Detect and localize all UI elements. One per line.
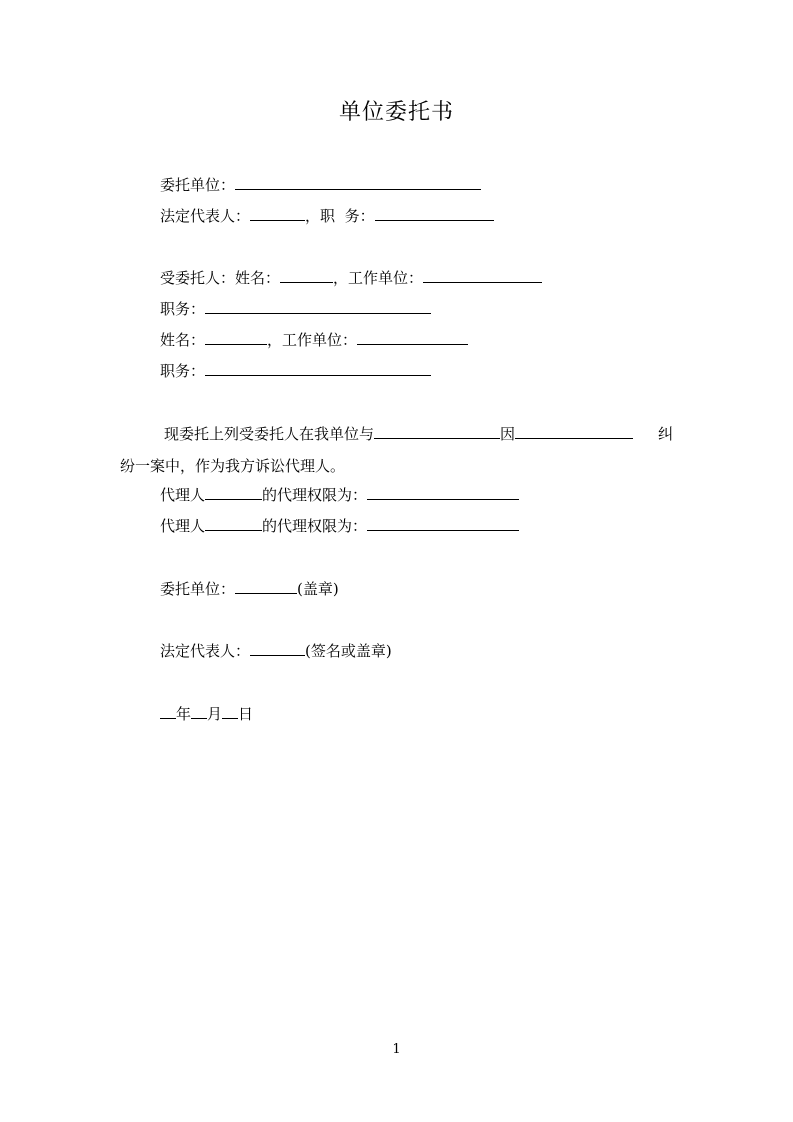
position-label: 职务： [160, 362, 206, 380]
trustee-1-position-line [160, 298, 431, 320]
trustee-label: 受委托人：姓名： [160, 269, 281, 287]
day-label: 日 [238, 705, 254, 723]
document-title: 单位委托书 [338, 100, 454, 125]
entrusting-unit-label: 委托单位： [160, 176, 236, 194]
paragraph-line-1 [120, 418, 673, 450]
signature-unit-blank[interactable] [235, 578, 297, 594]
page-number: 1 [392, 1042, 401, 1057]
month-label: 月 [207, 705, 223, 723]
month-blank[interactable] [191, 703, 207, 719]
agent-2-authority-blank[interactable] [367, 515, 519, 531]
entrusting-unit-line [160, 174, 481, 196]
agent-1-name-blank[interactable] [205, 484, 262, 500]
name-label: 姓名： [160, 331, 206, 349]
year-label: 年 [176, 705, 192, 723]
entrustment-paragraph [120, 418, 680, 482]
sign-seal-note: (签名或盖章) [305, 642, 392, 660]
para-text-1: 现委托上列受委托人在我单位与 [164, 425, 375, 443]
legal-rep-label: 法定代表人： [160, 642, 251, 660]
year-blank[interactable] [160, 703, 176, 719]
comma: ， [333, 269, 349, 287]
comma: ， [267, 331, 283, 349]
trustee-2-work-unit-blank[interactable] [357, 329, 468, 345]
opposing-party-blank[interactable] [374, 423, 500, 439]
date-line [160, 703, 253, 725]
signature-legal-rep-blank[interactable] [250, 640, 305, 656]
signature-unit-line [160, 578, 339, 600]
comma: ， [305, 207, 321, 225]
agent-1-authority-blank[interactable] [367, 484, 519, 500]
legal-rep-blank[interactable] [250, 205, 305, 221]
para-text-2: 因 [500, 425, 516, 443]
day-blank[interactable] [222, 703, 238, 719]
agent-2-authority-line [160, 515, 519, 537]
signature-legal-rep-line [160, 640, 392, 662]
trustee-2-name-blank[interactable] [205, 329, 267, 345]
trustee-1-name-blank[interactable] [280, 267, 333, 283]
entrusting-unit-blank[interactable] [235, 174, 481, 190]
legal-rep-position-blank[interactable] [375, 205, 494, 221]
paragraph-line-2: 纷一案中，作为我方诉讼代理人。 [120, 457, 346, 475]
trustee-2-position-blank[interactable] [205, 360, 431, 376]
agent-2-name-blank[interactable] [205, 515, 262, 531]
position-label: 职 务： [320, 207, 375, 225]
entrusting-unit-label: 委托单位： [160, 580, 236, 598]
trustee-1-work-unit-blank[interactable] [423, 267, 542, 283]
work-unit-label: 工作单位： [348, 269, 424, 287]
trustee-1-position-blank[interactable] [205, 298, 431, 314]
authority-label: 的代理权限为： [262, 517, 368, 535]
para-text-3: 纠 [657, 425, 673, 443]
agent-1-authority-line [160, 484, 519, 506]
agent-label: 代理人 [160, 486, 206, 504]
seal-note: (盖章) [297, 580, 339, 598]
legal-rep-line [160, 205, 494, 227]
dispute-reason-blank[interactable] [515, 423, 633, 439]
work-unit-label: 工作单位： [282, 331, 358, 349]
authority-label: 的代理权限为： [262, 486, 368, 504]
trustee-2-position-line [160, 360, 431, 382]
trustee-1-line [160, 267, 542, 289]
position-label: 职务： [160, 300, 206, 318]
agent-label: 代理人 [160, 517, 206, 535]
trustee-2-line [160, 329, 468, 351]
legal-rep-label: 法定代表人： [160, 207, 251, 225]
